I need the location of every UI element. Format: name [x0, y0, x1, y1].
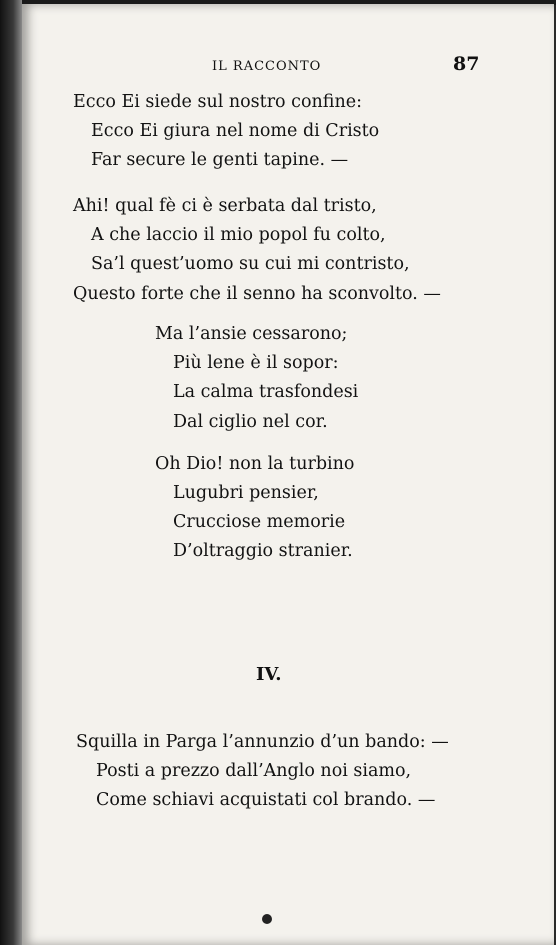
- verse-line: Oh Dio! non la turbino: [155, 454, 355, 474]
- verse-line: A che laccio il mio popol fu colto,: [91, 225, 386, 245]
- verse-line: D’oltraggio stranier.: [173, 541, 353, 561]
- ink-blot-ornament: [262, 914, 272, 924]
- verse-line: Sa’l quest’uomo su cui mi contristo,: [91, 254, 410, 274]
- verse-line: Squilla in Parga l’annunzio d’un bando: —: [76, 732, 449, 752]
- verse-line: Far secure le genti tapine. —: [91, 150, 349, 170]
- verse-line: La calma trasfondesi: [173, 382, 359, 402]
- section-number: IV.: [256, 664, 282, 685]
- verse-line: Posti a prezzo dall’Anglo noi siamo,: [96, 761, 412, 781]
- verse-line: Ma l’ansie cessarono;: [155, 324, 348, 344]
- verse-line: Dal ciglio nel cor.: [173, 412, 328, 432]
- running-title: IL RACCONTO: [212, 59, 322, 74]
- book-spine-shadow: [0, 0, 22, 945]
- verse-line: Più lene è il sopor:: [173, 353, 339, 373]
- verse-line: Come schiavi acquistati col brando. —: [96, 790, 436, 810]
- verse-line: Lugubri pensier,: [173, 483, 319, 503]
- verse-line: Ecco Ei siede sul nostro confine:: [73, 92, 362, 112]
- page-number: 87: [453, 53, 480, 75]
- verse-line: Ecco Ei giura nel nome di Cristo: [91, 121, 380, 141]
- verse-line: Crucciose memorie: [173, 512, 346, 532]
- verse-line: Ahi! qual fè ci è serbata dal tristo,: [73, 196, 377, 216]
- verse-line: Questo forte che il senno ha sconvolto. —: [73, 284, 441, 304]
